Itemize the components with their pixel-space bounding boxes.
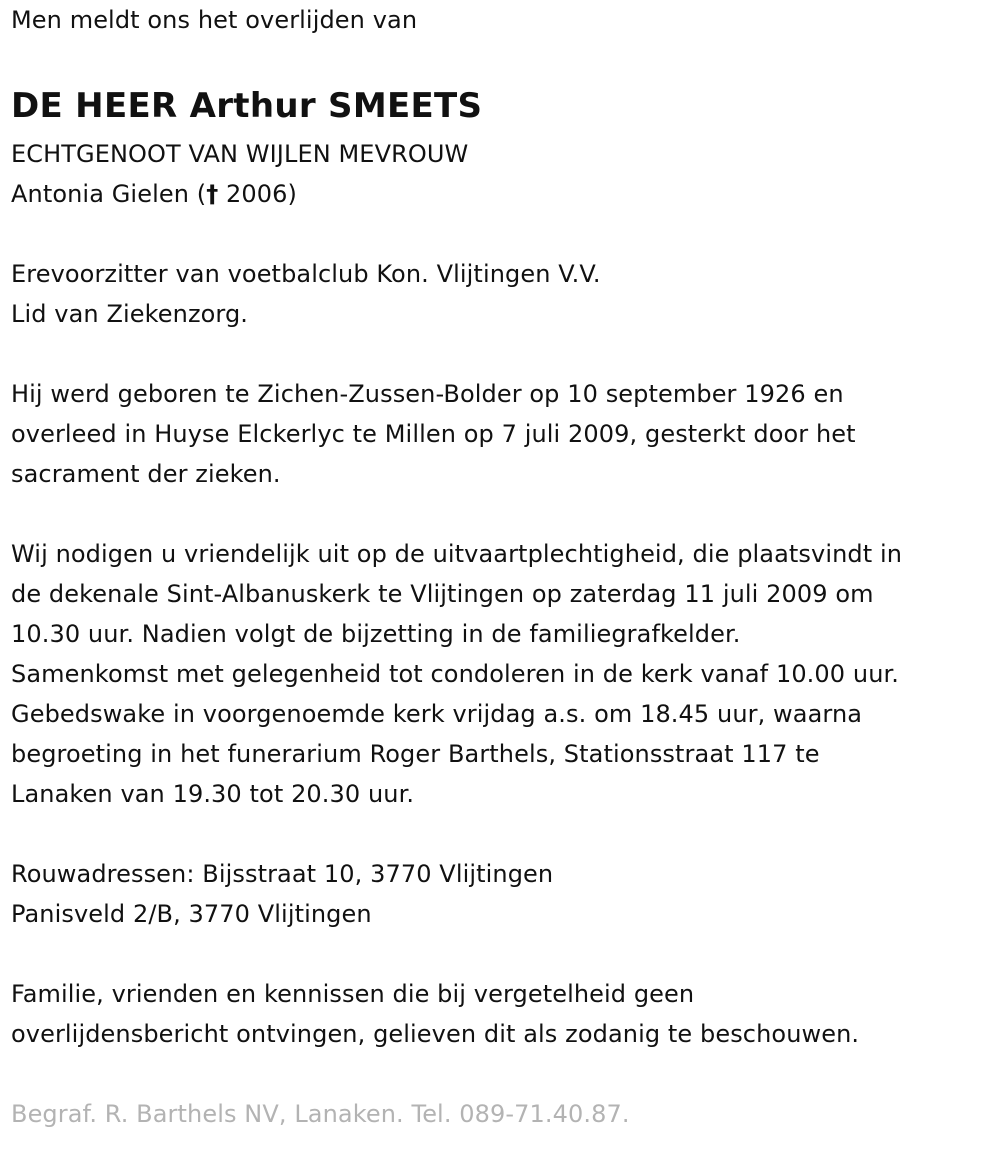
spouse-name: Antonia Gielen ( bbox=[11, 180, 207, 208]
closing-line: overlijdensbericht ontvingen, gelieven dit als zodanig te beschouwen. bbox=[11, 1020, 860, 1048]
cross-icon: † bbox=[206, 180, 219, 208]
deceased-name: DE HEER Arthur SMEETS bbox=[11, 86, 483, 126]
funeral-home-footer: Begraf. R. Barthels NV, Lanaken. Tel. 089-71.40.87. bbox=[11, 1100, 630, 1128]
spouse-death-year: 2006) bbox=[218, 180, 297, 208]
spacer bbox=[11, 334, 996, 374]
ceremony-line: Wij nodigen u vriendelijk uit op de uitvaartplechtigheid, die plaatsvindt in bbox=[11, 540, 903, 568]
ceremony-line: begroeting in het funerarium Roger Barthels, Stationsstraat 117 te bbox=[11, 740, 820, 768]
spacer bbox=[11, 494, 996, 534]
closing-paragraph bbox=[11, 974, 996, 1054]
ceremony-line: de dekenale Sint-Albanuskerk te Vlijtingen op zaterdag 11 juli 2009 om bbox=[11, 580, 874, 608]
closing-line: Familie, vrienden en kennissen die bij vergetelheid geen bbox=[11, 980, 695, 1008]
biography-paragraph bbox=[11, 374, 996, 494]
spacer bbox=[11, 814, 996, 854]
ceremony-paragraph bbox=[11, 534, 996, 814]
spacer bbox=[11, 214, 996, 254]
address-line: Rouwadressen: Bijsstraat 10, 3770 Vlijtingen bbox=[11, 860, 554, 888]
role-line: Lid van Ziekenzorg. bbox=[11, 300, 249, 328]
ceremony-line: Samenkomst met gelegenheid tot condoleren in de kerk vanaf 10.00 uur. bbox=[11, 660, 899, 688]
intro-text: Men meldt ons het overlijden van bbox=[11, 6, 418, 34]
spacer bbox=[11, 934, 996, 974]
ceremony-line: 10.30 uur. Nadien volgt de bijzetting in de familiegrafkelder. bbox=[11, 620, 741, 648]
spouse-line: ECHTGENOOT VAN WIJLEN MEVROUW bbox=[11, 140, 469, 168]
ceremony-line: Lanaken van 19.30 tot 20.30 uur. bbox=[11, 780, 415, 808]
address-line: Panisveld 2/B, 3770 Vlijtingen bbox=[11, 900, 372, 928]
ceremony-line: Gebedswake in voorgenoemde kerk vrijdag a.s. om 18.45 uur, waarna bbox=[11, 700, 863, 728]
biography-line: overleed in Huyse Elckerlyc te Millen op 7 juli 2009, gesterkt door het bbox=[11, 420, 856, 448]
spacer bbox=[11, 1054, 996, 1094]
biography-line: sacrament der zieken. bbox=[11, 460, 281, 488]
addresses-paragraph bbox=[11, 854, 996, 934]
roles-paragraph bbox=[11, 254, 996, 334]
role-line: Erevoorzitter van voetbalclub Kon. Vlijtingen V.V. bbox=[11, 260, 601, 288]
biography-line: Hij werd geboren te Zichen-Zussen-Bolder op 10 september 1926 en bbox=[11, 380, 844, 408]
spouse-name-line bbox=[11, 174, 996, 214]
death-notice bbox=[11, 0, 996, 1134]
